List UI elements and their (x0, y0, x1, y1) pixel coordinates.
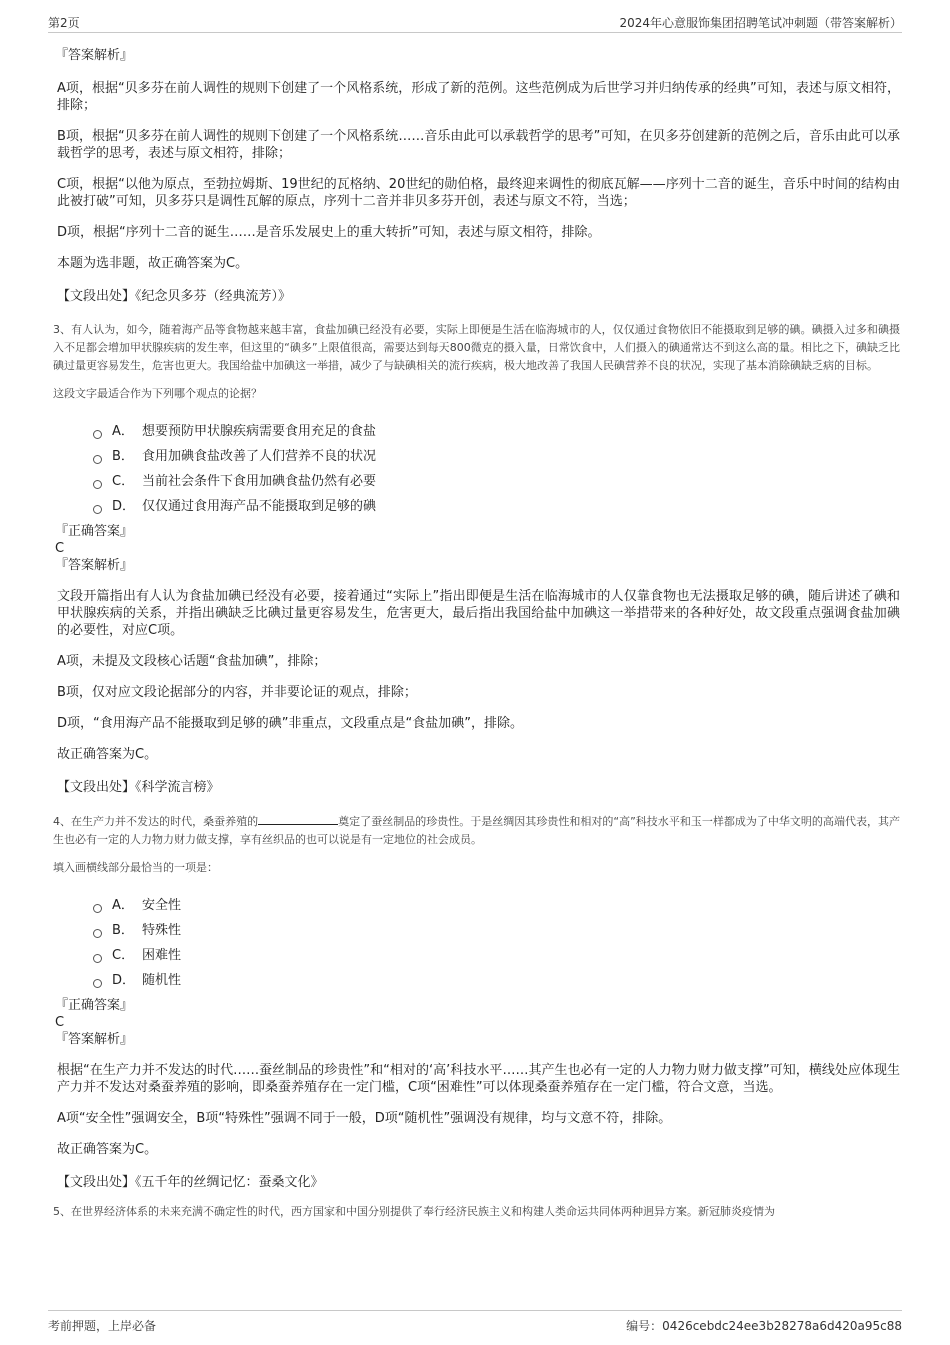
page-content (55, 45, 900, 1231)
radio-icon[interactable] (93, 455, 102, 464)
option-c[interactable]: C． 困难性 (93, 943, 900, 968)
option-text: 困难性 (142, 947, 182, 963)
analysis-label: 『答案解析』 (55, 558, 134, 573)
correct-answer-label: 『正确答案』 (55, 998, 134, 1013)
footer-slogan: 考前押题，上岸必备 (48, 1319, 157, 1333)
option-text: 仅仅通过食用海产品不能摄取到足够的碘 (142, 498, 377, 514)
option-c[interactable]: C． 当前社会条件下食用加碘食盐仍然有必要 (93, 469, 900, 494)
page-header (48, 14, 902, 33)
analysis-paragraph: D项，根据“序列十二音的诞生……是音乐发展史上的重大转折”可知，表述与原文相符，排除。 (57, 225, 601, 240)
fill-blank (258, 812, 338, 825)
correct-answer: C (55, 541, 65, 556)
question-text: 5、在世界经济体系的未来充满不确定性的时代，西方国家和中国分别提供了奉行经济民族主义和构建人类命运共同体两种迥异方案。新冠肺炎疫情为 (53, 1205, 775, 1218)
radio-icon[interactable] (93, 480, 102, 489)
option-text: 安全性 (142, 897, 182, 913)
option-b[interactable]: B． 特殊性 (93, 918, 900, 943)
question-text: 3、有人认为，如今，随着海产品等食物越来越丰富，食盐加碘已经没有必要，实际上即便是生活在临海城市的人，仅仅通过食物依旧不能摄取到足够的碘。碘摄入过多和碘摄入不足都会增加甲状腺疾病的发生率，但这里的“碘多”上限值很高，需要达到每天800微克的摄入量，日常饮食中，人们摄入的碘通常达不到这么高的量。相比之下，碘缺乏比碘过量更容易发生，危害也更大。我国给盐中加碘这一举措，减少了与缺碘相关的流行疾病，极大地改善了我国人民碘营养不良的状况，实现了基本消除碘缺乏病的目标。 (53, 323, 900, 372)
analysis-paragraph: A项，未提及文段核心话题“食盐加碘”，排除； (57, 654, 327, 669)
document-id: 编号：0426cebdc24ee3b28278a6d420a95c88 (626, 1319, 902, 1333)
analysis-paragraph: 文段开篇指出有人认为食盐加碘已经没有必要，接着通过“实际上”指出即便是生活在临海城市的人仅靠食物也无法摄取足够的碘，随后讲述了碘和甲状腺疾病的关系，并指出碘缺乏比碘过量更容易发生，危害更大，最后指出我国给盐中加碘这一举措带来的各种好处，故文段重点强调食盐加碘的必要性，对应C项。 (57, 589, 900, 638)
source-citation: 【文段出处】《五千年的丝绸记忆：蚕桑文化》 (57, 1175, 324, 1190)
option-b[interactable]: B． 食用加碘食盐改善了人们营养不良的状况 (93, 444, 900, 469)
analysis-paragraph: B项，仅对应文段论据部分的内容，并非要论证的观点，排除； (57, 685, 417, 700)
analysis-paragraph: B项，根据“贝多芬在前人调性的规则下创建了一个风格系统……音乐由此可以承载哲学的思考”可知，在贝多芬创建新的范例之后，音乐由此可以承载哲学的思考，表述与原文相符，排除； (57, 129, 900, 161)
question-prompt: 填入画横线部分最恰当的一项是： (53, 861, 218, 874)
option-d[interactable]: D． 随机性 (93, 968, 900, 993)
radio-icon[interactable] (93, 929, 102, 938)
radio-icon[interactable] (93, 505, 102, 514)
option-a[interactable]: A． 想要预防甲状腺疾病需要食用充足的食盐 (93, 419, 900, 444)
option-text: 当前社会条件下食用加碘食盐仍然有必要 (142, 473, 377, 489)
analysis-paragraph: C项，根据“以他为原点，至勃拉姆斯、19世纪的瓦格纳、20世纪的勋伯格，最终迎来调性的彻底瓦解——序列十二音的诞生，音乐中时间的结构由此被打破”可知，贝多芬只是调性瓦解的原点，序列十二音并非贝多芬开创，表述与原文不符，当选； (57, 177, 900, 209)
analysis-label: 『答案解析』 (55, 1032, 134, 1047)
page-footer (48, 1310, 902, 1335)
analysis-paragraph: A项，根据“贝多芬在前人调性的规则下创建了一个风格系统，形成了新的范例。这些范例成为后世学习并归纳传承的经典”可知，表述与原文相符，排除； (57, 81, 900, 113)
correct-answer-label: 『正确答案』 (55, 524, 134, 539)
option-text: 食用加碘食盐改善了人们营养不良的状况 (142, 448, 377, 464)
analysis-label: 『答案解析』 (55, 48, 134, 63)
analysis-paragraph: D项，“食用海产品不能摄取到足够的碘”非重点，文段重点是“食盐加碘”，排除。 (57, 716, 523, 731)
source-citation: 【文段出处】《纪念贝多芬（经典流芳）》 (57, 289, 292, 304)
question-text: 4、在生产力并不发达的时代，桑蚕养殖的 奠定了蚕丝制品的珍贵性。于是丝绸因其珍贵性和相对的“高”科技水平和玉一样都成为了中华文明的高端代表，其产生也必有一定的人力物力财力做支撑，享有丝织品的也可以说是有一定地位的社会成员。 (53, 812, 900, 849)
analysis-paragraph: 故正确答案为C。 (57, 1142, 158, 1157)
radio-icon[interactable] (93, 904, 102, 913)
radio-icon[interactable] (93, 430, 102, 439)
option-text: 想要预防甲状腺疾病需要食用充足的食盐 (142, 423, 377, 439)
page-number: 第2页 (48, 16, 80, 30)
analysis-paragraph: 本题为选非题，故正确答案为C。 (57, 256, 249, 271)
analysis-paragraph: A项“安全性”强调安全，B项“特殊性”强调不同于一般，D项“随机性”强调没有规律，均与文意不符，排除。 (57, 1111, 672, 1126)
option-list (93, 419, 900, 519)
analysis-paragraph: 故正确答案为C。 (57, 747, 158, 762)
option-text: 随机性 (142, 972, 182, 988)
correct-answer: C (55, 1015, 65, 1030)
option-a[interactable]: A． 安全性 (93, 893, 900, 918)
document-title: 2024年心意服饰集团招聘笔试冲刺题（带答案解析） (619, 16, 902, 30)
option-d[interactable]: D． 仅仅通过食用海产品不能摄取到足够的碘 (93, 494, 900, 519)
radio-icon[interactable] (93, 954, 102, 963)
option-text: 特殊性 (142, 922, 182, 938)
option-list (93, 893, 900, 993)
source-citation: 【文段出处】《科学流言榜》 (57, 780, 220, 795)
analysis-paragraph: 根据“在生产力并不发达的时代……蚕丝制品的珍贵性”和“相对的‘高’科技水平……其产生也必有一定的人力物力财力做支撑”可知，横线处应体现生产力并不发达对桑蚕养殖的影响，即桑蚕养殖存在一定门槛，C项“困难性”可以体现桑蚕养殖存在一定门槛，符合文意，当选。 (57, 1063, 900, 1095)
radio-icon[interactable] (93, 979, 102, 988)
question-prompt: 这段文字最适合作为下列哪个观点的论据？ (53, 387, 262, 400)
